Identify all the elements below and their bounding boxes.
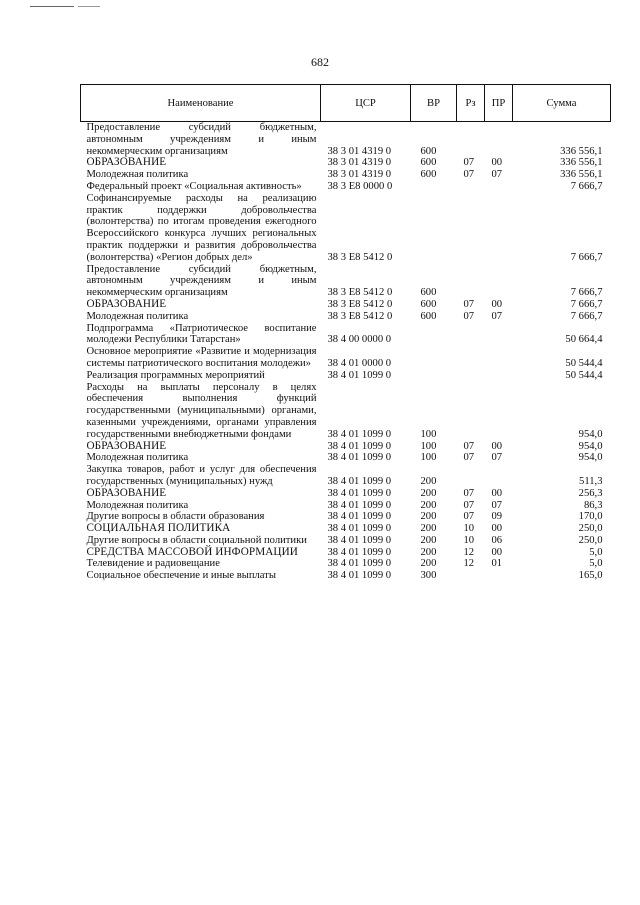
row-rz: 07 [463,298,475,310]
row-vr: 100 [420,440,437,452]
row-sum: 511,3 [579,475,603,487]
row-name: ОБРАЗОВАНИЕ [86,297,167,310]
row-sum: 336 556,1 [560,145,603,157]
row-csr: 38 4 00 0000 0 [327,334,392,346]
row-sum: 256,3 [578,487,603,499]
header-csr: ЦСР [321,85,411,122]
table-row [81,570,611,582]
row-pr [485,346,513,370]
row-pr [485,323,513,347]
row-name: Молодежная политика [86,310,189,322]
row-pr [485,181,513,193]
row-name: СРЕДСТВА МАССОВОЙ ИНФОРМАЦИИ [86,545,298,558]
row-rz: 07 [463,169,475,181]
row-csr: 38 3 01 4319 0 [327,157,392,169]
row-name: Реализация программных мероприятий [86,369,265,381]
row-rz [457,464,485,488]
row-rz [457,323,485,347]
row-name: Расходы на выплаты персоналу в целях обеспечения выполнения функций государственными (муниципальными) органами, казенными учреждениями, органами управления государственными внебюджетными фондами [86,381,317,440]
row-rz: 07 [463,310,475,322]
row-vr: 200 [420,487,437,499]
row-csr: 38 4 01 0000 0 [327,357,392,369]
row-rz [457,264,485,299]
row-sum: 165,0 [578,570,603,582]
row-csr: 38 4 01 1099 0 [327,570,392,582]
row-csr: 38 3 E8 5412 0 [327,310,393,322]
table-row [81,346,611,370]
row-rz [457,122,485,158]
budget-table [80,84,611,582]
table-row [81,193,611,264]
row-vr: 200 [420,534,437,546]
row-rz: 10 [463,534,475,546]
row-sum: 170,0 [578,511,603,523]
row-sum: 336 556,1 [560,169,603,181]
table-row [81,299,611,311]
row-pr [485,193,513,264]
header-vr: ВР [411,85,457,122]
table-row [81,464,611,488]
row-pr: 00 [491,440,503,452]
row-vr: 300 [420,570,437,582]
row-csr: 38 4 01 1099 0 [327,452,392,464]
row-sum: 336 556,1 [560,157,603,169]
row-vr: 600 [420,310,437,322]
table-header-row [81,85,611,122]
row-sum: 954,0 [578,452,603,464]
table-row [81,181,611,193]
table-row [81,382,611,441]
row-sum: 7 666,7 [570,310,603,322]
table-row [81,500,611,512]
row-csr: 38 4 01 1099 0 [327,534,392,546]
row-vr: 600 [420,145,437,157]
row-name: Другие вопросы в области образования [86,511,265,523]
row-pr: 06 [491,534,503,546]
row-name: Предоставление субсидий бюджетным, автономным учреждениям и иным некоммерческим организациям [86,263,317,299]
row-pr: 00 [491,487,503,499]
row-name: Основное мероприятие «Развитие и модернизация системы патриотического воспитания молодежи» [86,346,317,369]
row-csr: 38 4 01 1099 0 [327,546,392,558]
row-pr: 07 [491,169,503,181]
row-rz [457,382,485,441]
row-pr: 01 [491,558,503,570]
header-sum: Сумма [513,85,611,122]
row-csr: 38 3 E8 5412 0 [327,251,393,263]
row-csr: 38 4 01 1099 0 [327,440,392,452]
row-sum: 7 666,7 [570,180,603,192]
row-pr: 07 [491,310,503,322]
row-pr [485,122,513,158]
page-number: 682 [311,55,329,69]
row-rz [457,346,485,370]
row-csr: 38 3 01 4319 0 [327,169,392,181]
row-csr: 38 3 01 4319 0 [327,145,392,157]
row-pr [485,264,513,299]
row-rz [457,181,485,193]
row-csr: 38 3 E8 5412 0 [327,298,393,310]
row-sum: 5,0 [589,546,603,558]
row-vr [411,323,457,347]
row-name: Софинансируемые расходы на реализацию практик поддержки добровольчества (волонтерства) по итогам проведения ежегодного Всероссийского конкурса лучших региональных практик поддержки и развития добровольчества (волонтерства) «Регион добрых дел» [86,192,317,263]
table-row [81,535,611,547]
table-row [81,311,611,323]
row-sum: 5,0 [589,558,603,570]
row-vr [411,193,457,264]
row-name: СОЦИАЛЬНАЯ ПОЛИТИКА [86,522,231,535]
row-sum: 7 666,7 [570,287,603,299]
row-vr: 200 [420,546,437,558]
row-sum: 50 544,4 [565,357,603,369]
row-pr: 07 [491,452,503,464]
row-name: Социальное обеспечение и иные выплаты [86,570,276,582]
header-rz: Рз [457,85,485,122]
row-csr: 38 4 01 1099 0 [327,369,392,381]
row-rz: 07 [463,511,475,523]
row-name: Телевидение и радиовещание [86,558,220,570]
row-rz [457,370,485,382]
row-csr: 38 4 01 1099 0 [327,523,392,535]
row-vr: 100 [420,428,437,440]
row-sum: 7 666,7 [570,298,603,310]
row-rz: 10 [463,523,475,535]
row-pr [485,464,513,488]
row-rz [457,193,485,264]
row-pr [485,570,513,582]
row-vr [411,370,457,382]
row-csr: 38 4 01 1099 0 [327,428,392,440]
row-sum: 7 666,7 [570,251,603,263]
row-sum: 250,0 [578,534,603,546]
row-rz: 12 [463,558,475,570]
table-row [81,488,611,500]
row-name: Другие вопросы в области социальной политики [86,534,307,546]
row-vr: 200 [420,523,437,535]
row-name: Подпрограмма «Патриотическое воспитание молодежи Республики Татарстан» [86,322,317,346]
row-name: Молодежная политика [86,169,189,181]
row-rz: 07 [463,157,475,169]
row-vr [411,181,457,193]
table-body [81,122,611,583]
row-rz: 07 [463,452,475,464]
row-rz [457,570,485,582]
row-vr: 200 [420,558,437,570]
row-csr: 38 4 01 1099 0 [327,487,392,499]
row-sum: 50 664,4 [565,334,603,346]
table-row [81,157,611,169]
row-name: Молодежная политика [86,499,189,511]
row-vr: 600 [420,169,437,181]
table-row [81,169,611,181]
table-row [81,441,611,453]
row-vr: 600 [420,298,437,310]
row-pr [485,370,513,382]
table-row [81,264,611,299]
top-rule-mark-short [78,6,100,7]
row-csr: 38 4 01 1099 0 [327,558,392,570]
row-sum: 954,0 [578,440,603,452]
row-csr: 38 4 01 1099 0 [327,475,392,487]
row-csr: 38 4 01 1099 0 [327,511,392,523]
row-rz: 07 [463,487,475,499]
row-rz: 07 [463,499,475,511]
row-vr: 200 [420,475,437,487]
budget-table-sheet [80,84,610,582]
table-row [81,370,611,382]
table-row [81,323,611,347]
header-name: Наименование [81,85,321,122]
row-csr: 38 4 01 1099 0 [327,499,392,511]
row-rz: 12 [463,546,475,558]
row-vr: 200 [420,511,437,523]
row-sum: 250,0 [578,523,603,535]
row-pr: 00 [491,546,503,558]
table-row [81,523,611,535]
row-name: ОБРАЗОВАНИЕ [86,439,167,452]
row-pr: 07 [491,499,503,511]
row-name: ОБРАЗОВАНИЕ [86,486,167,499]
table-row [81,558,611,570]
table-row [81,452,611,464]
row-pr: 00 [491,298,503,310]
row-vr: 600 [420,157,437,169]
row-name: Молодежная политика [86,452,189,464]
table-row [81,547,611,559]
row-vr: 200 [420,499,437,511]
row-pr [485,382,513,441]
row-csr: 38 3 E8 5412 0 [327,287,393,299]
row-vr: 600 [420,287,437,299]
row-pr: 00 [491,157,503,169]
row-name: Закупка товаров, работ и услуг для обеспечения государственных (муниципальных) нужд [86,464,317,487]
row-sum: 50 544,4 [565,369,603,381]
row-sum: 954,0 [578,428,603,440]
row-csr: 38 3 E8 0000 0 [327,180,393,192]
top-rule-mark [30,6,74,7]
row-rz: 07 [463,440,475,452]
row-pr: 00 [491,523,503,535]
row-sum: 86,3 [583,499,603,511]
header-pr: ПР [485,85,513,122]
table-row [81,122,611,158]
row-vr [411,346,457,370]
row-pr: 09 [491,511,503,523]
row-name: Федеральный проект «Социальная активность» [86,180,302,192]
row-name: ОБРАЗОВАНИЕ [86,156,167,169]
row-vr: 100 [420,452,437,464]
row-name: Предоставление субсидий бюджетным, автономным учреждениям и иным некоммерческим организациям [86,122,317,157]
